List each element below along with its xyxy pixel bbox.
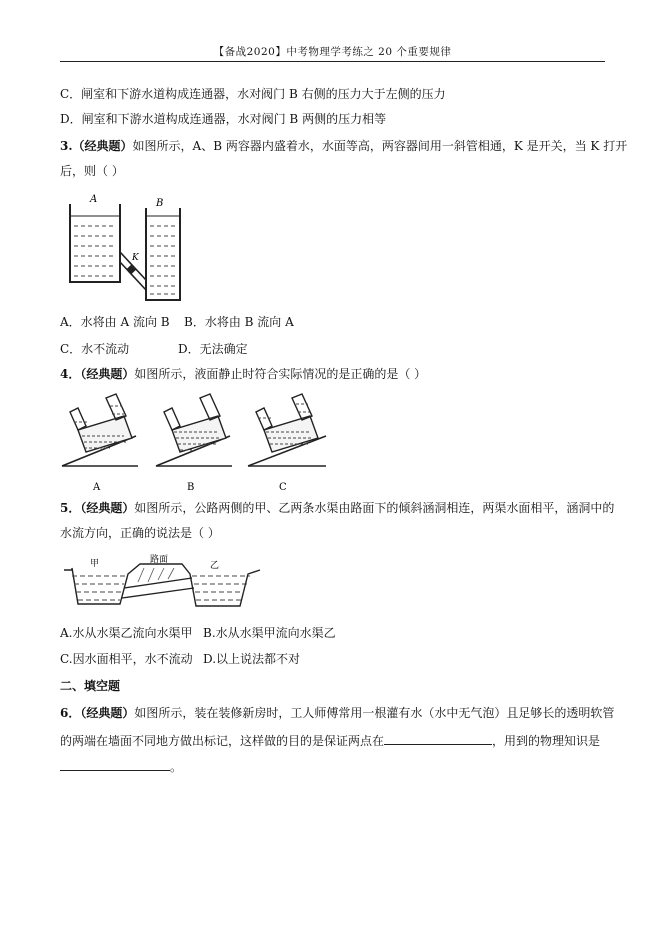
q3-label-b: B xyxy=(156,198,164,209)
q4-figure-a xyxy=(62,394,138,493)
q3-label-k: K xyxy=(132,253,139,263)
q5-label-jia: 甲 xyxy=(90,559,100,569)
q6-stem-line1 xyxy=(60,705,614,721)
header-rule xyxy=(60,61,605,62)
q4-number: 4．（经典题） xyxy=(60,367,135,381)
q6-stem2: 的两端在墙面不同地方做出标记，这样做的目的是保证两点在 xyxy=(60,734,385,748)
q3-option-a: A．水将由 A 流向 B xyxy=(60,315,170,329)
q3-option-c: C．水不流动 xyxy=(60,342,130,356)
q6-stem-line2 xyxy=(60,732,600,749)
q3-water-a xyxy=(74,226,116,276)
q2-option-c: C．闸室和下游水道构成连通器，水对阀门 B 右侧的压力大于左侧的压力 xyxy=(60,87,446,101)
q5-option-c: C.因水面相平，水不流动 xyxy=(60,652,193,666)
q5-option-a: A.水从水渠乙流向水渠甲 xyxy=(60,626,193,640)
q5-label-yi: 乙 xyxy=(210,561,220,571)
q4-label-a: A xyxy=(93,482,101,493)
section-title-fill-blank: 二、填空题 xyxy=(60,679,121,693)
q6-number: 6．（经典题） xyxy=(60,706,135,720)
q6-blank-1[interactable] xyxy=(384,732,492,745)
q3-connected-vessels-figure xyxy=(62,190,192,305)
q6-stem1: 如图所示，装在装修新房时，工人师傅常用一根灌有水（水中无气泡）且足够长的透明软管 xyxy=(134,706,615,720)
q6-blank-2[interactable] xyxy=(60,758,170,771)
q4-tilted-vessels-figure xyxy=(58,392,338,497)
q5-water-channels xyxy=(72,576,250,600)
q6-stem3: ，用到的物理知识是 xyxy=(492,734,601,748)
q3-label-a: A xyxy=(90,194,98,205)
q3-stem-line1 xyxy=(60,138,627,154)
q4-label-b: B xyxy=(187,482,195,493)
q3-number: 3.（经典题） xyxy=(60,139,133,153)
q3-valve-k xyxy=(127,265,136,274)
q4-stem: 如图所示，液面静止时符合实际情况的是正确的是（ ） xyxy=(134,367,427,381)
q5-option-b: B.水从水渠甲流向水渠乙 xyxy=(203,626,336,640)
q3-stem1: 如图所示，A、B 两容器内盛着水，水面等高，两容器间用一斜管相通，K 是开关，当 K 打开 xyxy=(132,139,628,153)
q4-stem-line xyxy=(60,366,426,382)
q3-option-b: B．水将由 B 流向 A xyxy=(184,315,294,329)
page-header: 【备战2020】中考物理学考练之 20 个重要规律 xyxy=(213,46,452,58)
q5-culvert-bottom xyxy=(122,588,194,598)
q5-road-hatching xyxy=(138,568,174,582)
q5-culvert-figure xyxy=(64,552,264,614)
q6-end: 。 xyxy=(170,760,183,774)
q5-option-d: D.以上说法都不对 xyxy=(203,652,301,666)
q2-option-d: D．闸室和下游水道构成连通器，水对阀门 B 两侧的压力相等 xyxy=(60,112,387,126)
q4-figure-c xyxy=(248,394,326,493)
q3-stem2: 后，则（ ） xyxy=(60,164,124,178)
q5-label-road: 路面 xyxy=(150,555,169,565)
q5-stem2: 水流方向，正确的说法是（ ） xyxy=(60,526,220,540)
q3-option-d: D．无法确定 xyxy=(178,342,248,356)
q5-stem-line1 xyxy=(60,500,614,516)
q6-stem-line3 xyxy=(60,758,182,775)
q5-stem1: 如图所示，公路两侧的甲、乙两条水渠由路面下的倾斜涵洞相连，两渠水面相平，涵洞中的 xyxy=(134,501,615,515)
q4-figure-b xyxy=(156,394,232,493)
q4-label-c: C xyxy=(279,482,287,493)
q5-number: 5．（经典题） xyxy=(60,501,135,515)
q3-water-b xyxy=(150,226,176,294)
